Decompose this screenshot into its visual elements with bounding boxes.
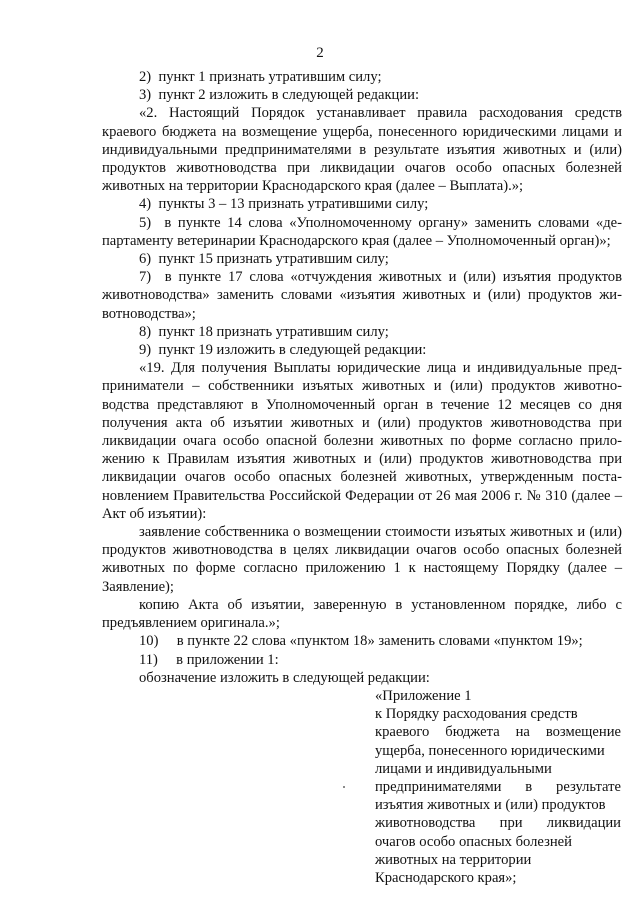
paragraph-item-6: 6) пункт 15 признать утратившим силу; [139,251,389,268]
paragraph-item-10: 10) в пункте 22 слова «пунктом 18» заменить словами «пунктом 19»; [139,633,583,650]
paragraph-designation: обозначение изложить в следующей редакции: [139,669,430,686]
appendix-line: краевого бюджета на возмещение [375,724,621,741]
paragraph-new-item-2-text: «2. Настоящий Порядок устанавливает правила расходования средств краевого бюджета на возмещение ущерба, понесенного юридическими лицами и индивидуальными предпринимателями в результате изъятия животных и (или) продуктов животноводства при ликвидации очагов особо опасных болезней животных на территории Краснодарского края (далее – Выплата).»; [102,105,622,195]
paragraph-item-9: 9) пункт 19 изложить в следующей редакции: [139,342,427,359]
document-body [102,68,622,887]
appendix-line: лицами и индивидуальными [375,760,552,777]
paragraph-item-5: 5) в пункте 14 слова «Уполномоченному органу» заменить словами «департаменту ветеринарии Краснодарского края (далее – Уполномоченный орган)»; [102,214,622,249]
paragraph-item-2: 2) пункт 1 признать утратившим силу; [139,69,382,85]
appendix-line: ущерба, понесенного юридическими [375,742,605,759]
appendix-line: к Порядку расходования средств [375,706,578,723]
paragraph-application-statement: заявление собственника о возмещении стоимости изъятых животных и (или) продуктов животноводства в целях ликвидации очагов особо опасных болезней животных по форме согласно приложению 1 к настоящему Порядку (далее – Заявление); [102,524,622,595]
appendix-line: изъятия животных и (или) продуктов [375,797,606,814]
appendix-line: предпринимателями в результате [375,778,621,795]
appendix-line: Краснодарского края»; [375,869,517,886]
appendix-designation-block [375,687,621,887]
paragraph-new-item-19-text: «19. Для получения Выплаты юридические лица и индивидуальные предприниматели – собственники изъятых животных и (или) продуктов животноводства представляют в Уполномоченный орган в течение 12 месяцев со дня получения акта об изъятии животных и (или) продуктов животноводства при ликвидации очага особо опасной болезни животных по форме согласно приложению к Правилам изъятия животных и (или) продуктов животноводства при ликвидации очагов особо опасных болезней животных, утвержденным постановлением Правительства Российской Федерации от 26 мая 2006 г. № 310 (далее – Акт об изъятии): [102,360,622,522]
page-number: 2 [316,45,324,61]
paragraph-item-11: 11) в приложении 1: [139,651,279,668]
appendix-line: животных на территории [375,851,532,868]
paragraph-item-3: 3) пункт 2 изложить в следующей редакции: [139,87,420,104]
scan-speck [343,786,345,788]
appendix-line: очагов особо опасных болезней [375,833,572,850]
paragraph-item-7: 7) в пункте 17 слова «отчуждения животных и (или) изъятия продуктов животноводства» заменить словами «изъятия животных и (или) продуктов животноводства»; [102,269,622,322]
appendix-line: животноводства при ликвидации [375,815,621,832]
paragraph-item-4: 4) пункты 3 – 13 признать утратившими силу; [139,196,429,213]
appendix-line: «Приложение 1 [375,687,472,704]
paragraph-item-8: 8) пункт 18 признать утратившим силу; [139,323,389,340]
paragraph-act-copy: копию Акта об изъятии, заверенную в установленном порядке, либо с предъявлением оригинала.»; [102,596,622,632]
